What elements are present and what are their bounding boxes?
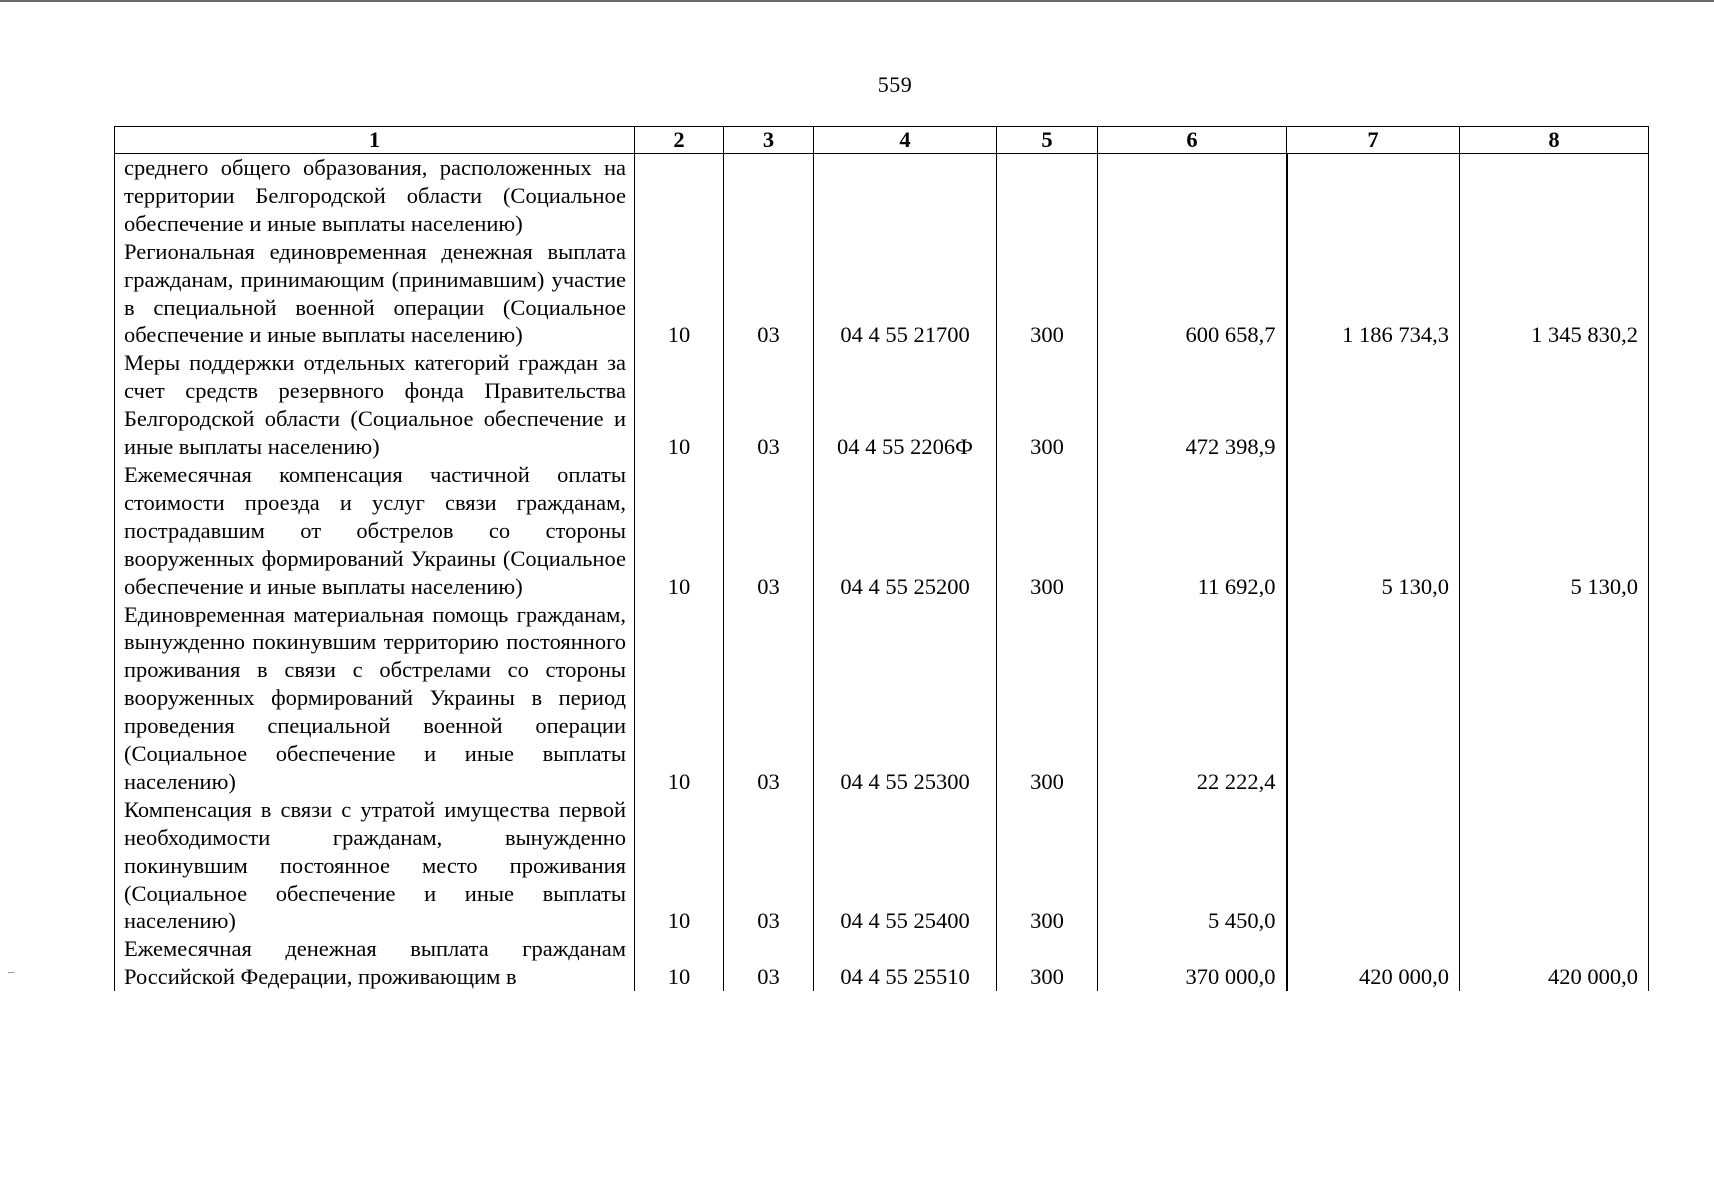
cell-amount-col7 [1287,601,1460,796]
cell-amount-col8: 5 130,0 [1460,461,1649,601]
cell-subsection: 03 [757,908,780,934]
cell-target-code: 04 4 55 25200 [814,461,997,601]
cell-amount-col6: 370 000,0 [1098,935,1287,991]
budget-table [114,126,1649,991]
row-description: Региональная единовременная денежная выплата гражданам, принимающим (принимавшим) участие в специальной военной операции (Социальное обеспечение и иные выплаты населению) [115,238,635,350]
cell-section: 10 [635,601,724,796]
row-description: среднего общего образования, расположенных на территории Белгородской области (Социальное обеспечение и иные выплаты населению) [115,154,635,238]
header-col-6: 6 [1098,127,1287,154]
cell-expense-type: 300 [1030,768,1064,794]
cell-subsection: 03 [757,573,780,599]
row-description: Единовременная материальная помощь гражданам, вынужденно покинувшим территорию постоянного проживания в связи с обстрелами со стороны вооруженных формирований Украины в период проведения специальной военной операции (Социальное обеспечение и иные выплаты населению) [115,601,635,796]
cell-amount-col8: 1 345 830,2 [1460,238,1649,350]
cell-expense-type: 300 [1030,322,1064,348]
cell-section: 10 [635,935,724,991]
cell-amount-col8 [1460,796,1649,936]
cell-subsection: 03 [757,434,780,460]
cell-section [635,154,724,238]
cell-subsection: 03 [757,322,780,348]
cell-target-code: 04 4 55 25300 [814,601,997,796]
row-description: Меры поддержки отдельных категорий граждан за счет средств резервного фонда Правительства Белгородской области (Социальное обеспечение и иные выплаты населению) [115,349,635,461]
cell-expense-type: 300 [1030,908,1064,934]
cell-amount-col7: 420 000,0 [1287,935,1460,991]
cell-expense-type: 300 [1030,964,1064,990]
cell-expense-type [997,154,1098,238]
cell-amount-col7 [1287,796,1460,936]
table-row [115,461,1649,601]
table-row [115,349,1649,461]
cell-target-code: 04 4 55 2206Ф [814,349,997,461]
cell-amount-col7: 5 130,0 [1287,461,1460,601]
table-row [115,935,1649,991]
cell-amount-col8: 420 000,0 [1460,935,1649,991]
cell-subsection [724,154,814,238]
header-col-7: 7 [1287,127,1460,154]
cell-subsection: 03 [757,768,780,794]
cell-subsection: 03 [757,964,780,990]
cell-amount-col8 [1460,601,1649,796]
header-col-1: 1 [115,127,635,154]
table-row [115,238,1649,350]
cell-target-code [814,154,997,238]
cell-target-code: 04 4 55 25400 [814,796,997,936]
cell-amount-col6: 11 692,0 [1098,461,1287,601]
cell-amount-col6: 600 658,7 [1098,238,1287,350]
cell-expense-type: 300 [1030,434,1064,460]
table-header-row [115,127,1649,154]
header-col-2: 2 [635,127,724,154]
table-row [115,601,1649,796]
cell-target-code: 04 4 55 21700 [814,238,997,350]
header-col-4: 4 [814,127,997,154]
cell-section: 10 [635,796,724,936]
header-col-3: 3 [724,127,814,154]
cell-section: 10 [635,349,724,461]
table-row [115,154,1649,238]
cell-target-code: 04 4 55 25510 [814,935,997,991]
cell-amount-col8 [1460,349,1649,461]
scan-margin-mark [8,972,14,973]
cell-section: 10 [635,461,724,601]
header-col-8: 8 [1460,127,1649,154]
row-description: Ежемесячная компенсация частичной оплаты стоимости проезда и услуг связи гражданам, пострадавшим от обстрелов со стороны вооруженных формирований Украины (Социальное обеспечение и иные выплаты населению) [115,461,635,601]
table-row [115,796,1649,936]
cell-amount-col7 [1287,154,1460,238]
row-description: Ежемесячная денежная выплата гражданам Российской Федерации, проживающим в [115,935,635,991]
cell-amount-col6: 22 222,4 [1098,601,1287,796]
cell-amount-col8 [1460,154,1649,238]
cell-amount-col6 [1098,154,1287,238]
cell-amount-col6: 472 398,9 [1098,349,1287,461]
page-number: 559 [877,72,913,97]
cell-amount-col7: 1 186 734,3 [1287,238,1460,350]
cell-expense-type: 300 [1030,573,1064,599]
row-description: Компенсация в связи с утратой имущества первой необходимости гражданам, вынужденно покинувшим постоянное место проживания (Социальное обеспечение и иные выплаты населению) [115,796,635,936]
cell-amount-col7 [1287,349,1460,461]
scan-top-edge [0,0,1714,2]
header-col-5: 5 [997,127,1098,154]
cell-section: 10 [635,238,724,350]
cell-amount-col6: 5 450,0 [1098,796,1287,936]
